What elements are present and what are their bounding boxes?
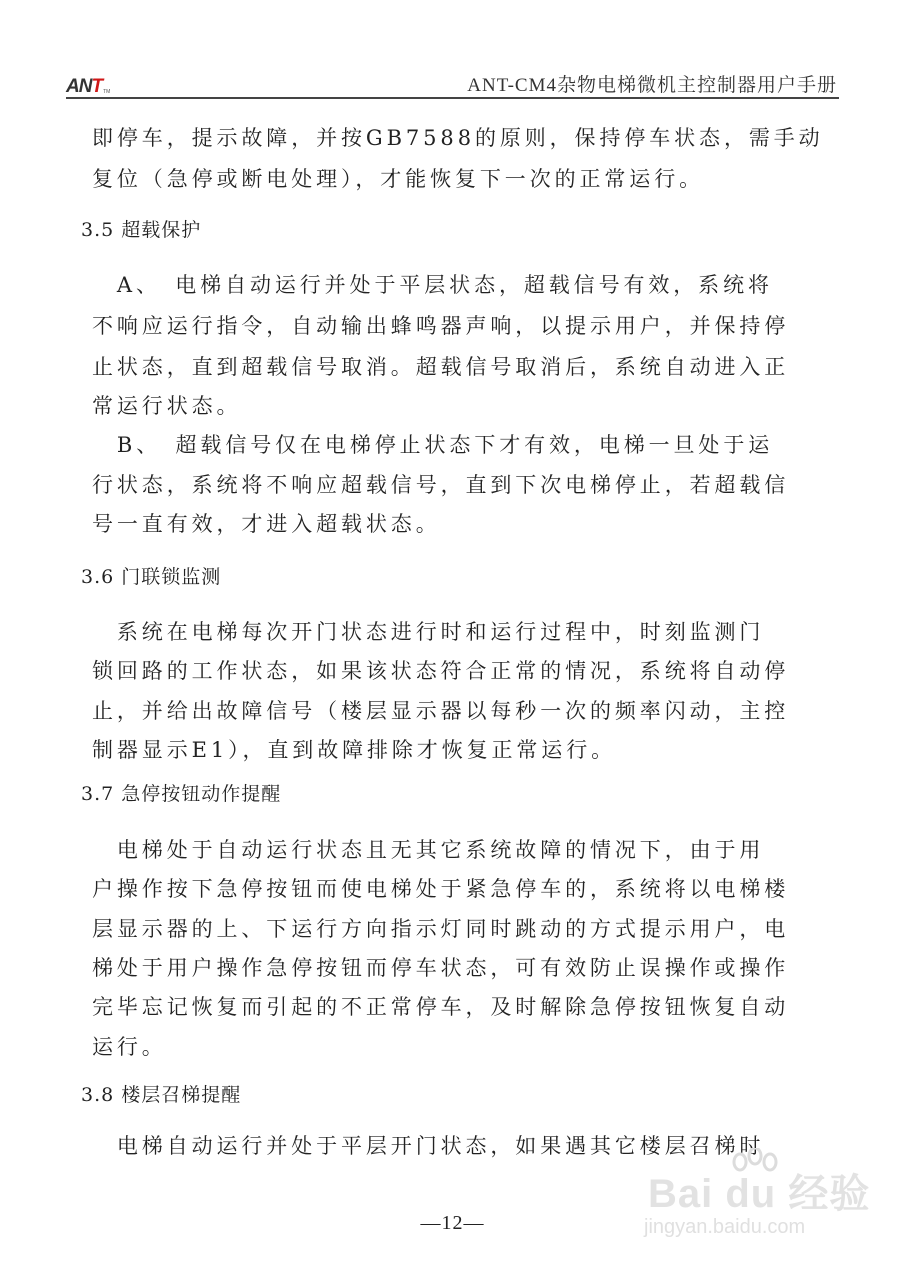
paragraph-line: 常运行状态。 [92,394,242,418]
baidu-watermark [640,1150,880,1250]
paragraph-line: 不响应运行指令，自动输出蜂鸣器声响，以提示用户，并保持停 [92,314,790,338]
paragraph-line: A、 电梯自动运行并处于平层状态，超载信号有效，系统将 [92,273,773,297]
watermark-url: jingyan.baidu.com [644,1216,806,1238]
page-header [0,0,905,100]
paragraph-line: 行状态，系统将不响应超载信号，直到下次电梯停止，若超载信 [92,473,790,497]
header-rule [66,97,839,99]
paragraph-line: 完毕忘记恢复而引起的不正常停车，及时解除急停按钮恢复自动 [92,995,790,1019]
section-heading-3-5: 3.5 超载保护 [81,219,202,241]
paragraph-line: B、 超载信号仅在电梯停止状态下才有效，电梯一旦处于运 [92,433,774,457]
page-number: —12— [420,1212,485,1234]
document-title: ANT-CM4杂物电梯微机主控制器用户手册 [467,75,837,96]
paragraph-line: 止状态，直到超载信号取消。超载信号取消后，系统自动进入正 [92,355,790,379]
paragraph-line: 制器显示E1），直到故障排除才恢复正常运行。 [92,738,616,762]
section-heading-3-7: 3.7 急停按钮动作提醒 [81,783,282,805]
paragraph-line: 号一直有效，才进入超载状态。 [92,512,441,536]
paragraph-line: 即停车，提示故障，并按GB7588的原则，保持停车状态，需手动 [92,126,824,150]
paragraph-line: 止，并给出故障信号（楼层显示器以每秒一次的频率闪动，主控 [92,699,790,723]
section-heading-3-8: 3.8 楼层召梯提醒 [81,1084,242,1106]
paragraph-line: 系统在电梯每次开门状态进行时和运行过程中，时刻监测门 [92,620,765,644]
logo-text: ANT [66,76,103,97]
watermark-brand: Bai du 经验 [648,1172,871,1216]
paragraph-line: 户操作按下急停按钮而使电梯处于紧急停车的，系统将以电梯楼 [92,877,790,901]
paragraph-line: 锁回路的工作状态，如果该状态符合正常的情况，系统将自动停 [92,659,790,683]
paragraph-line: 层显示器的上、下运行方向指示灯同时跳动的方式提示用户，电 [92,917,790,941]
ant-logo [66,78,110,96]
paragraph-line: 电梯处于自动运行状态且无其它系统故障的情况下，由于用 [92,838,765,862]
paragraph-line: 梯处于用户操作急停按钮而停车状态，可有效防止误操作或操作 [92,956,790,980]
trademark-mark: TM [103,89,111,95]
section-heading-3-6: 3.6 门联锁监测 [81,566,222,588]
paragraph-line: 复位（急停或断电处理），才能恢复下一次的正常运行。 [92,167,704,191]
paragraph-line: 电梯自动运行并处于平层开门状态，如果遇其它楼层召梯时 [92,1134,765,1158]
paragraph-line: 运行。 [92,1035,167,1059]
